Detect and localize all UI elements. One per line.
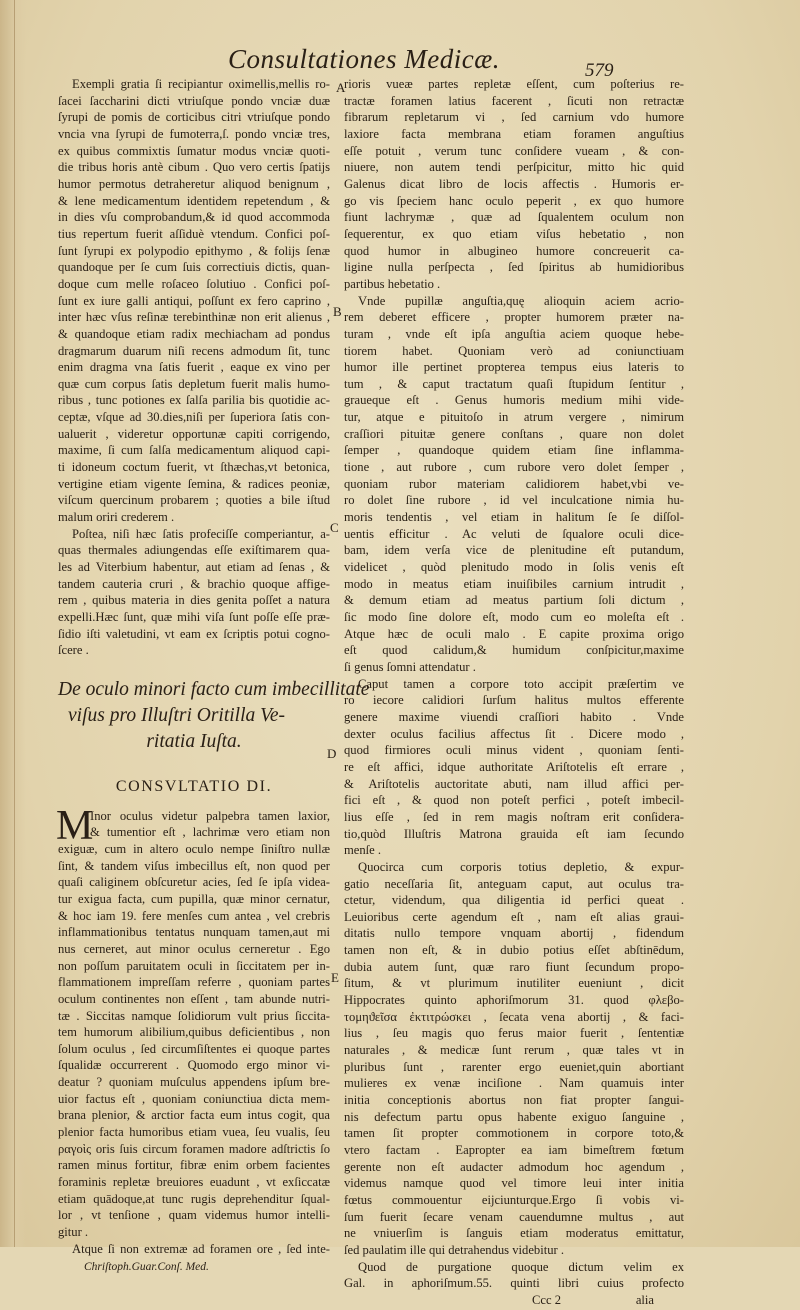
text-line: videlicet , quòd plenitudo modo in ſolis venis eſt — [344, 560, 684, 575]
text-line: ditatis nullo tempore vnquam abortij , fidendum — [344, 926, 684, 941]
text-line: tius repertum fuerit aſſiduè vtendum. Confici poſ- — [58, 226, 330, 241]
text-line: craſſiori pituitæ genere conſtans , quare non dolet — [344, 426, 684, 441]
margin-letter-c: C — [330, 520, 339, 535]
left-paragraph-2 — [58, 526, 330, 659]
text-line: go vis ſpeciem hanc oculo peperit , ex quo humore — [344, 193, 684, 208]
consultatio-heading: CONSVLTATIO DI. — [115, 777, 273, 795]
left-paragraph-1 — [58, 76, 330, 526]
section-title-line: De oculo minori facto cum imbecillitate — [58, 678, 370, 700]
text-line: uior factus eſt , quoniam coniunctiua dicta mem- — [58, 1091, 330, 1106]
text-line: rem , quibus materia in dies genita poſſet a natura — [58, 593, 330, 608]
text-line: Quocirca cum corporis totius depletio, & expur- — [358, 859, 684, 874]
text-line: Inor oculus videtur palpebra tamen laxior, — [90, 808, 330, 823]
text-line: Poſtea, niſi hæc ſatis profeciſſe comperiantur, a- — [72, 526, 330, 541]
text-line: humor ille pertinet propterea tempus eius lateris to — [344, 360, 684, 375]
text-line: vertigine etiam vigente ſemina, & radices peoniæ, — [58, 476, 330, 491]
text-line: Atque ſi non extremæ ad foramen ore , ſed inte- — [72, 1241, 330, 1256]
text-line: rem deberet efficere , propter humorem præter na- — [344, 310, 684, 325]
text-line: Gal. in aphoriſmum.55. quinti libri cuius profecto — [344, 1276, 684, 1291]
text-line: malum oriri crederem . — [58, 510, 175, 525]
text-line: quæ cum corpus ſatis depletum fuerit malis humo- — [58, 376, 330, 391]
text-line: lius eſſe , ſed in rem magis noſtram erit conſidera- — [344, 809, 684, 824]
text-line: initia conceptionis abortus non fiat propter ſangui- — [344, 1093, 684, 1108]
text-line: maxime, ſi cum ſalſa medicamentum aliquod capi- — [58, 443, 330, 458]
text-line: Leuioribus certe agendum eſt , nam eſt alias graui- — [344, 909, 684, 924]
text-line: niuere, non autem tendi perſpicitur, mitto hic quid — [344, 160, 684, 175]
text-line: inter hæc vſus reſinæ terebinthinæ non erit alienus , — [58, 310, 330, 325]
text-line: tione , aut rubore , cum rubore vero dolet ſemper , — [344, 460, 684, 475]
text-line: ctetur, videndum, qua diligentia id perfici queat . — [344, 893, 684, 908]
section-title — [58, 677, 370, 755]
text-line: pluribus ſunt , rarenter ergo eueniet,quin abortiant — [344, 1059, 684, 1074]
signature-mark: Ccc 2 — [532, 1292, 562, 1307]
right-paragraph-1 — [344, 76, 684, 293]
text-line: nus cerneret, aut minor oculus cerneretur . Ego — [58, 941, 330, 956]
text-line: gerente non eſt audacter admodum hoc agendum , — [344, 1159, 684, 1174]
text-line: tum , & caput tractatum quaſi ſtupidum ſentitur , — [344, 376, 684, 391]
text-line: in dies vſu comprobandum,& id quod accommoda — [58, 210, 330, 225]
text-line: dubia autem ſunt, quæ raro fiunt ſecundum propo- — [344, 959, 684, 974]
text-line: & hoc iam 19. fere menſes cum antea , vel crebris — [58, 908, 330, 923]
text-line: Galenus dicat libro de locis affectis . Humoris er- — [344, 176, 684, 191]
text-line: menſe . — [344, 843, 382, 858]
text-line: modo in meatus etiam inuiſibiles carnium intrudit , — [344, 576, 684, 591]
text-line: etiam quādoque,at tunc rugis deprehenditur ſqual- — [58, 1191, 330, 1206]
text-line: eſt quod calidum,& humidum conſpicitur,maxime — [344, 643, 684, 658]
text-line: ſic modo ſine dolore eſt, modo cum eo moleſta eſt . — [344, 610, 684, 624]
text-line: brana plenior, & arctior facta eum intus cogit, qua — [58, 1108, 330, 1123]
text-line: ualuerit , videretur opportunæ capiti corrigendo, — [58, 426, 330, 441]
text-line: exiguæ, cum in altero oculo nempe ſiniſtro nullæ — [58, 841, 330, 856]
text-line: les ad Viterbium habentur, aut etiam ad ſenas , & — [58, 560, 330, 575]
text-line: graueque eſt . Genus humoris medium mihi vide- — [344, 393, 684, 408]
text-line: fiunt lachrymæ , quæ ad ſqualentem oculum non — [344, 210, 684, 225]
text-line: ſolum oculus , ſed circumſiſtentes ei quoque partes — [58, 1041, 330, 1056]
text-line: dexter oculus facilius affectus ſit . Dicere modo , — [344, 726, 684, 741]
text-line: quaſi caliginem obſcuretur acies, ſed ſe ipſa videa- — [58, 875, 330, 890]
text-line: uentis efficitur . Ac veluti de ſqualore oculi dice- — [344, 526, 684, 541]
right-paragraph-2 — [344, 293, 684, 676]
paragraph-with-dropcap — [56, 802, 330, 1241]
text-line: tio,quòd Illuſtris Matrona grauida eſt iam ſecundo — [344, 826, 684, 841]
text-line: lius , ſeu magis quo ferus maior fuerit , ſententiæ — [344, 1026, 684, 1041]
text-line: Exempli gratia ſi recipiantur oximellis,mellis ro- — [72, 77, 330, 91]
text-line: doque cum melle roſaceo ſolutiuo . Confici poſ- — [58, 276, 330, 291]
text-line: ſint, & tandem viſus imbecillus eſt, non quod per — [58, 858, 330, 873]
text-line: Caput tamen a corpore toto accipit præſertim ve — [358, 676, 684, 691]
text-line: eſſe potuit , verum tunc conſidere vueam , & con- — [344, 143, 684, 158]
text-line: ſum fuerit ſecare venam cauendumne multus , aut — [344, 1209, 684, 1224]
text-line: tandem cauteria cruri , & brachio quoque affige- — [58, 576, 330, 591]
right-paragraph-5 — [344, 1259, 684, 1292]
text-line: vncia vna ſyrupi de fumoterra,ſ. pondo vnciæ tres, — [58, 126, 330, 141]
text-line: tamen ſit propter commotionem in corpore toto,& — [344, 1126, 684, 1141]
page-edge-line — [14, 0, 15, 1247]
margin-letter-d: D — [327, 746, 337, 761]
text-line: turam , vnde eſt ipſa anguſtia aciem quoque hebe- — [344, 326, 684, 341]
text-line: ſunt ſyrupi ex polypodio epithymo , & folijs ſenæ — [58, 243, 330, 258]
running-title: Consultationes Medicæ. — [228, 44, 500, 74]
text-line: ro dolet ſine rubore , id vel inculcatione nimia hu- — [344, 493, 684, 508]
section-title-line: ritatia Iuſta. — [146, 730, 242, 752]
text-line: humor permotus detraheretur aliquod benignum , — [58, 176, 330, 191]
text-line: non poſſum paruitatem oculi in ſiccitatem per in- — [58, 958, 330, 973]
text-line: ſi genus ſomni attendatur . — [344, 659, 476, 674]
text-line: quod humor in albugineo humore concreuerit ca- — [344, 243, 684, 258]
text-line: vtero factam . Eapropter ea iam bimeſtrem fœtum — [344, 1143, 684, 1157]
text-line: dragmarum duarum niſi recens admodum ſit, tunc — [58, 343, 330, 358]
text-line: ſcere . — [58, 643, 89, 658]
left-paragraph-4 — [58, 1241, 330, 1258]
signature-line — [344, 1292, 684, 1310]
margin-letter-e: E — [331, 970, 339, 985]
drop-cap: M — [56, 802, 94, 849]
text-line: quoniam rubor materiam calidiorem habet,vbi ve- — [344, 476, 684, 491]
text-line: Quod de purgatione quoque dictum velim ex — [358, 1259, 684, 1274]
right-column — [344, 76, 684, 1310]
text-line: τομηϑεῖσα ἐκτιτρώσκει , ſecata vena abortij , & faci- — [344, 1009, 684, 1024]
text-line: Vnde pupillæ anguſtia,quę alioquin aciem acrio- — [358, 293, 684, 308]
text-line: ſequerentur, ex quo etiam viſus hebetatio , non — [344, 226, 684, 241]
text-line: quas thermales adiungendas eſſe exiſtimarem qua- — [58, 543, 330, 558]
text-line: ligine nulla perſpecta , ſed ſpiritus ab humidioribus — [344, 260, 684, 275]
text-line: ex quibus commixtis ſumatur modus vnciæ quoti- — [58, 143, 330, 158]
text-line: foraminis repletæ breuiores euadunt , vt exſiccatæ — [58, 1175, 330, 1190]
text-line: ſacei ſaccharini dicti vtriuſque pondo vnciæ duæ — [58, 93, 330, 108]
right-paragraph-4 — [344, 859, 684, 1259]
text-line: tiorem habet. Quoniam verò ad coniunctiuam — [344, 343, 684, 358]
right-paragraph-3 — [344, 676, 684, 859]
text-line: moris tendentis , vel etiam in halitum ſe ſe diſſol- — [344, 510, 684, 525]
text-line: nis defectum partu opus habente exiguo ſanguine , — [344, 1109, 684, 1124]
text-line: gitur . — [58, 1225, 89, 1240]
text-line: ſed paulatim ille qui detrahendus videbitur . — [344, 1242, 564, 1257]
text-line: deatur ? quoniam muſculus appendens ipſum bre- — [58, 1075, 330, 1090]
text-line: inflammationibus tentatus nunquam tamen,aut mi — [58, 925, 330, 940]
text-line: ne vniuerſim is ſanguis etiam moderatus emittatur, — [344, 1226, 684, 1241]
text-line: & demum etiam ad meatus partium ſoli dictum , — [344, 593, 684, 608]
text-line: tæ . Siccitas namque ſolidiorum vult prius ſiccita- — [58, 1008, 330, 1023]
margin-letter-a: A — [336, 80, 346, 95]
printer-footer: Chriſtoph.Guar.Conſ. Med. — [84, 1261, 209, 1274]
text-line: & lene medicamentum identidem repetendum , & — [58, 193, 330, 208]
text-line: Atque hæc de oculi malo . E capite proxima origo — [344, 626, 684, 641]
text-line: quod firmiores oculi minus vident , quoniam ſenti- — [344, 743, 684, 758]
text-line: partibus hebetatio . — [344, 276, 441, 291]
text-line: ceptæ, vſque ad 30.dies,niſi per ſuperiora ſatis con- — [58, 410, 330, 425]
text-line: & Ariſtotelis auctoritate abuti, nam illud affici per- — [344, 776, 684, 791]
text-line: tur exigua facta, cum pupilla, quæ minor cernatur, — [58, 891, 330, 906]
text-line: ſqualidæ occurrerent . Quomodo ergo minor vi- — [58, 1058, 330, 1073]
text-line: videmus namque quod vel timore leui inter initia — [344, 1176, 684, 1191]
page-number: 579 — [585, 60, 614, 81]
text-line: tem humorum alibilium,quibus deficientibus , non — [58, 1025, 330, 1040]
text-line: die tribus horis antè cibum . Quo vero certis ſpatijs — [58, 160, 330, 175]
text-line: gatio neceſſaria ſit, anteguam caput, aut oculus tra- — [344, 876, 684, 891]
text-line: ſemper , quandoque quidem etiam ſine inflamma- — [344, 443, 684, 458]
text-line: ti idoneum coctum fuerit, vt ſthæchas,vt betonica, — [58, 460, 330, 475]
text-line: expelli.Hæc ſunt, quæ mihi viſa ſunt poſſe eſſe præ- — [58, 610, 330, 624]
left-paragraph-3 — [56, 802, 330, 1241]
text-line: fœtus commouentur eijciunturque.Ergo ſi vobis vi- — [344, 1192, 684, 1207]
text-line: enim dragma vna ſatis fuerit , eaque ex vino per — [58, 360, 330, 375]
text-line: lor , vt tenſione , quam videmus humor intelli- — [58, 1208, 330, 1223]
text-line: ſidio iſti valetudini, vt eam ex ſcriptis potui cogno- — [58, 626, 330, 641]
text-line: & tumentior eſt , lachrimæ vero etiam non — [90, 825, 330, 840]
text-line: ribus , tunc potiones ex ſalſa parilia bis quotidie ac- — [58, 393, 330, 408]
text-line: fici eſt , & quod non poteſt perfici , poteſt imbecil- — [344, 793, 684, 808]
text-line: rioris vueæ partes repletæ eſſent, cum poſterius re- — [344, 77, 684, 91]
catchword: alia — [635, 1292, 654, 1307]
text-line: ραγοὶς oris ſuis circum foramen madore adſtrictis ſo — [58, 1141, 330, 1156]
text-line: quandoque per ſe cum ſuis correctiuis dictis, quan- — [58, 260, 330, 275]
text-line: ramen minus fortitur, fibræ enim orbem facientes — [58, 1158, 330, 1173]
text-line: mulieres ex venæ inciſione . Nam quamuis inter — [344, 1076, 684, 1091]
text-line: & quandoque etiam radix mechiacham ad pondus — [58, 326, 330, 341]
text-line: ro iecore calidiori ſurſum halitus multos efferente — [344, 693, 684, 708]
section-title-line: viſus pro Illuſtri Oritilla Ve- — [68, 704, 286, 726]
text-line: ſitum, & vt plurimum inutiliter eueniunt , dicit — [344, 976, 684, 991]
text-line: ſyrupi de pomis de corticibus citri vtriuſque pondo — [58, 110, 330, 125]
text-line: oculum continentes non eſſent , tam abunde nutri- — [58, 991, 330, 1006]
text-line: tur, atque e pituitoſo in atrum vergere , nimirum — [344, 410, 684, 425]
text-line: flammationem impreſſam referre , quoniam partes — [58, 975, 330, 990]
text-line: laxiore facta membrana etiam foramen anguſtius — [344, 126, 684, 141]
page-edge-shadow — [0, 0, 26, 1247]
text-line: plenior facta humoribus etiam vuea, ſeu vualis, ſeu — [58, 1125, 330, 1140]
text-line: viſcum quercinum probarem ; quoties a bile iſtud — [58, 493, 330, 508]
margin-letter-b: B — [333, 304, 342, 319]
text-line: tractæ foramen latius facerent , ſicuti non retractæ — [344, 93, 684, 108]
text-line: bam, idem verſa vice de plenitudine eſt putandum, — [344, 543, 684, 558]
text-line: re eſt affici, idque authoritate Ariſtotelis eſt errare , — [344, 759, 684, 774]
text-line: ſunt ex iure galli antiqui, poſſunt ex fero caprino , — [58, 293, 330, 308]
text-line: fibrarum repletarum vi , ſed carnium vdo humore — [344, 110, 684, 125]
text-line: genere maxime viuendi craſſiori habito . Vnde — [344, 709, 684, 724]
text-line: Hippocrates quinto aphoriſmorum 31. quod φλεβο- — [344, 993, 684, 1008]
text-line: tamen non eſt, & in dubio potius eſſet abſtinēdum, — [344, 943, 684, 958]
text-line: naturales , & medicæ ſunt rerum , quæ tales vt in — [344, 1043, 684, 1058]
left-column — [56, 76, 370, 1276]
